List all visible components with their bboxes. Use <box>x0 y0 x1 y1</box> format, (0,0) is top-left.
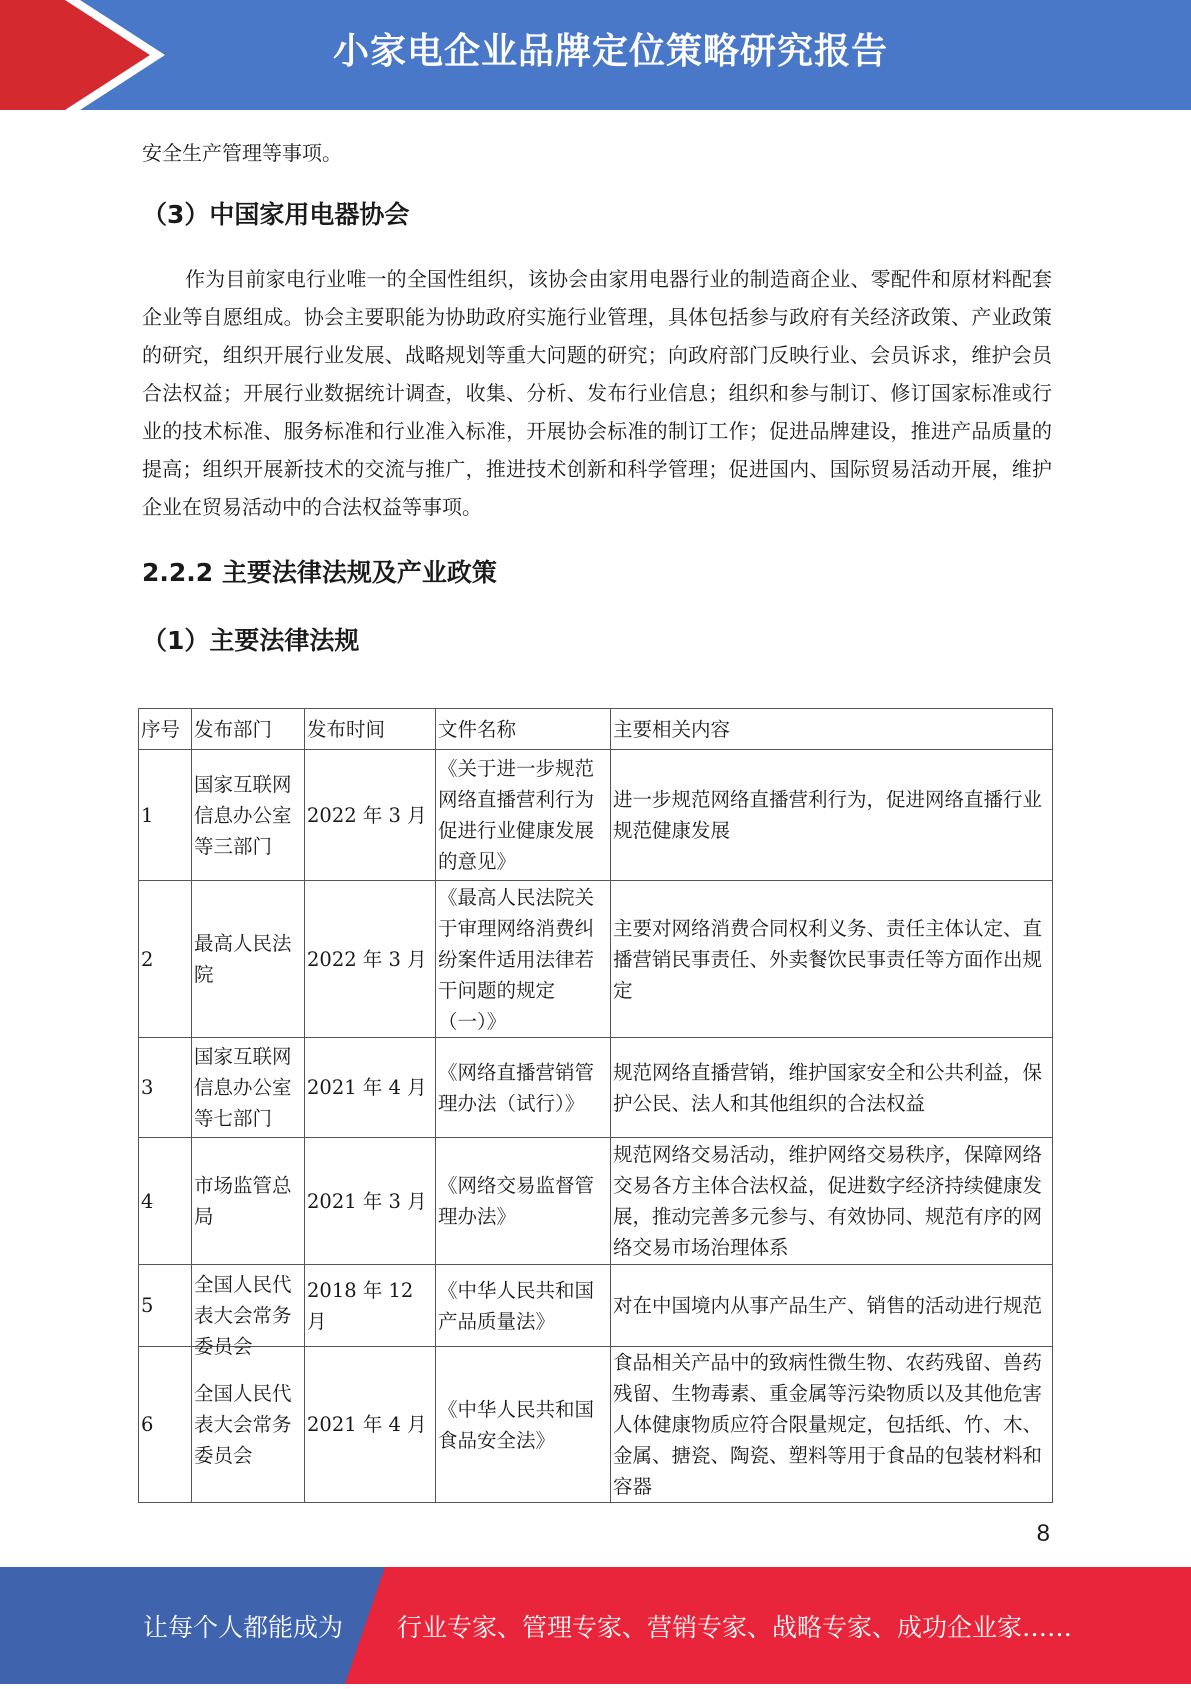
cell-content: 规范网络直播营销，维护国家安全和公共利益，保护公民、法人和其他组织的合法权益 <box>611 1038 1053 1138</box>
cell-content: 食品相关产品中的致病性微生物、农药残留、兽药残留、生物毒素、重金属等污染物质以及其他危害人体健康物质应符合限量规定，包括纸、竹、木、金属、搪瓷、陶瓷、塑料等用于食品的包装材料和容器 <box>611 1347 1053 1503</box>
heading-main-laws: （1）主要法律法规 <box>142 626 360 655</box>
cell-index: 4 <box>139 1138 192 1265</box>
table-row <box>139 1265 1053 1347</box>
heading-association: （3）中国家用电器协会 <box>142 200 410 229</box>
footer-slogan-right: 行业专家、管理专家、营销专家、战略专家、成功企业家…… <box>397 1613 1073 1642</box>
cell-content: 主要对网络消费合同权利义务、责任主体认定、直播营销民事责任、外卖餐饮民事责任等方面作出规定 <box>611 881 1053 1038</box>
cell-index: 3 <box>139 1038 192 1138</box>
cell-document: 《关于进一步规范网络直播营利行为促进行业健康发展的意见》 <box>436 750 611 881</box>
table-header-row <box>139 709 1053 750</box>
footer-slogan-left: 让每个人都能成为 <box>143 1613 344 1642</box>
table-row <box>139 750 1053 881</box>
cell-date: 2021 年 4 月 <box>305 1038 436 1138</box>
cell-date: 2021 年 4 月 <box>305 1347 436 1503</box>
page-header <box>0 0 1191 110</box>
cell-department: 最高人民法院 <box>192 881 305 1038</box>
cell-document: 《网络直播营销管理办法（试行）》 <box>436 1038 611 1138</box>
col-header-content: 主要相关内容 <box>611 709 1053 750</box>
cell-department-text: 全国人民代表大会常务委员会 <box>194 1272 292 1358</box>
cell-department <box>192 1265 305 1358</box>
cell-document: 《中华人民共和国食品安全法》 <box>436 1347 611 1503</box>
cell-document: 《最高人民法院关于审理网络消费纠纷案件适用法律若干问题的规定（一）》 <box>436 881 611 1038</box>
cell-date: 2018 年 12 月 <box>305 1265 436 1347</box>
report-title: 小家电企业品牌定位策略研究报告 <box>332 31 888 72</box>
cell-index: 5 <box>139 1265 192 1347</box>
main-content <box>142 134 1052 657</box>
cell-date: 2022 年 3 月 <box>305 881 436 1038</box>
cell-department: 市场监管总局 <box>192 1138 305 1265</box>
cell-document: 《网络交易监督管理办法》 <box>436 1138 611 1265</box>
col-header-department: 发布部门 <box>192 709 305 750</box>
table-row <box>139 881 1053 1038</box>
section-heading-laws-policies: 2.2.2 主要法律法规及产业政策 <box>142 558 497 587</box>
page-number: 8 <box>1036 1520 1050 1547</box>
table-row <box>139 1038 1053 1138</box>
cell-content: 规范网络交易活动，维护网络交易秩序，保障网络交易各方主体合法权益，促进数字经济持续健康发展，推动完善多元参与、有效协同、规范有序的网络交易市场治理体系 <box>611 1138 1053 1265</box>
table-row <box>139 1347 1053 1503</box>
intro-tail-text: 安全生产管理等事项。 <box>142 141 342 165</box>
cell-department: 国家互联网信息办公室等七部门 <box>192 1038 305 1138</box>
col-header-date: 发布时间 <box>305 709 436 750</box>
cell-date: 2022 年 3 月 <box>305 750 436 881</box>
cell-content: 对在中国境内从事产品生产、销售的活动进行规范 <box>611 1265 1053 1347</box>
cell-content: 进一步规范网络直播营利行为，促进网络直播行业规范健康发展 <box>611 750 1053 881</box>
cell-document: 《中华人民共和国产品质量法》 <box>436 1265 611 1347</box>
page-footer <box>0 1567 1191 1684</box>
cell-index: 2 <box>139 881 192 1038</box>
col-header-document: 文件名称 <box>436 709 611 750</box>
col-header-index: 序号 <box>139 709 192 750</box>
cell-index: 6 <box>139 1347 192 1503</box>
table-row <box>139 1138 1053 1265</box>
association-paragraph: 作为目前家电行业唯一的全国性组织，该协会由家用电器行业的制造商企业、零配件和原材料配套企业等自愿组成。协会主要职能为协助政府实施行业管理，具体包括参与政府有关经济政策、产业政策的研究，组织开展行业发展、战略规划等重大问题的研究；向政府部门反映行业、会员诉求，维护会员合法权益；开展行业数据统计调查，收集、分析、发布行业信息；组织和参与制订、修订国家标准或行业的技术标准、服务标准和行业准入标准，开展协会标准的制订工作；促进品牌建设，推进产品质量的提高；组织开展新技术的交流与推广，推进技术创新和科学管理；促进国内、国际贸易活动开展，维护企业在贸易活动中的合法权益等事项。 <box>142 267 1052 519</box>
cell-department: 国家互联网信息办公室等三部门 <box>192 750 305 881</box>
cell-department: 全国人民代表大会常务委员会 <box>192 1347 305 1503</box>
laws-table <box>138 708 1053 1503</box>
cell-date: 2021 年 3 月 <box>305 1138 436 1265</box>
cell-index: 1 <box>139 750 192 881</box>
